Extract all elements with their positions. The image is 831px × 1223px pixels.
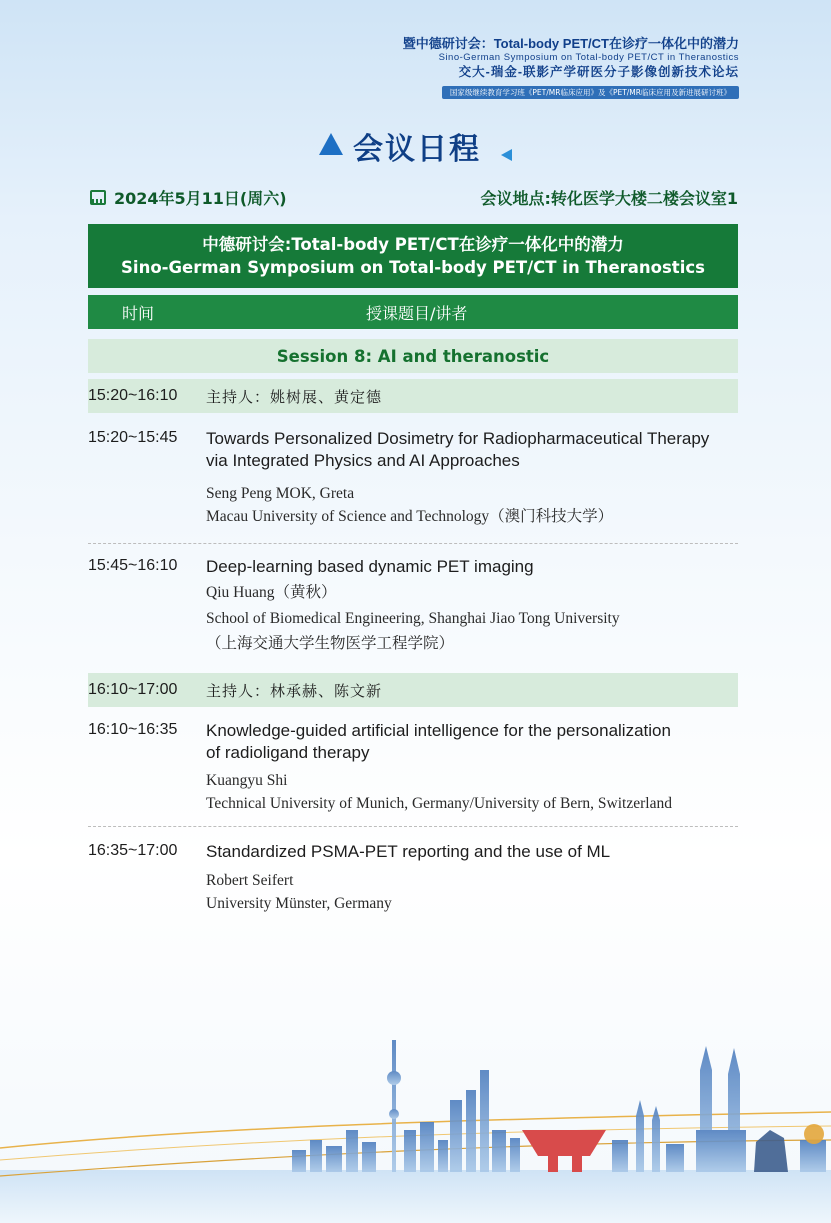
column-topic: 授课题目/讲者	[366, 303, 468, 323]
talk-affiliation: School of Biomedical Engineering, Shanghai Jiao Tong University	[206, 610, 620, 627]
chair-time: 16:10~17:00	[88, 681, 178, 698]
chair-names: 主持人：林承赫、陈文新	[206, 681, 383, 700]
talk-affiliation: Macau University of Science and Technology（澳门科技大学）	[206, 508, 614, 525]
header-line1: 暨中德研讨会：Total-body PET/CT在诊疗一体化中的潜力	[402, 36, 739, 51]
event-header	[403, 36, 739, 99]
talk-time: 16:10~16:35	[88, 721, 178, 738]
meeting-info	[90, 186, 738, 209]
talk-title-line1: Knowledge-guided artificial intelligence for the personalization	[206, 721, 671, 740]
city-skyline-illustration	[0, 1030, 831, 1223]
talk-speaker: Kuangyu Shi	[206, 772, 288, 789]
triangle-logo-icon	[319, 133, 343, 155]
chair-time: 15:20~16:10	[88, 387, 178, 404]
header-line4: 国家级继续教育学习班《PET/MR临床应用》及《PET/MR临床应用及新进展研讨班》	[442, 86, 739, 99]
divider	[88, 826, 738, 827]
page-title-area	[0, 124, 831, 168]
talk-speaker: Qiu Huang（黄秋）	[206, 584, 337, 601]
talk-time: 16:35~17:00	[88, 842, 178, 859]
calendar-icon	[90, 190, 106, 205]
symposium-banner	[88, 224, 738, 288]
header-line3: 交大-瑞金-联影产学研医分子影像创新技术论坛	[458, 65, 739, 79]
chair-names: 主持人：姚树展、黄定德	[206, 387, 383, 406]
page-title: 会议日程	[353, 132, 481, 167]
header-line2: Sino-German Symposium on Total-body PET/CT in Theranostics	[438, 52, 739, 63]
triangle-accent-icon	[501, 149, 512, 161]
talk-speaker: Robert Seifert	[206, 872, 294, 889]
talk-title-line1: Towards Personalized Dosimetry for Radiopharmaceutical Therapy	[206, 429, 710, 448]
meeting-date: 2024年5月11日(周六)	[114, 189, 287, 208]
talk-affiliation-cn: （上海交通大学生物医学工程学院）	[206, 635, 455, 652]
talk-affiliation: University Münster, Germany	[206, 895, 392, 912]
talk-affiliation: Technical University of Munich, Germany/University of Bern, Switzerland	[206, 795, 672, 812]
chair-row	[88, 379, 738, 413]
talk-title-line1: Standardized PSMA-PET reporting and the use of ML	[206, 842, 611, 861]
meeting-venue: 会议地点:转化医学大楼二楼会议室1	[480, 189, 738, 208]
chair-row	[88, 673, 738, 707]
banner-title-cn: 中德研讨会:Total-body PET/CT在诊疗一体化中的潜力	[202, 235, 624, 254]
talk-time: 15:20~15:45	[88, 429, 178, 446]
talk-speaker: Seng Peng MOK, Greta	[206, 485, 355, 502]
talk-time: 15:45~16:10	[88, 557, 178, 574]
divider	[88, 543, 738, 544]
talk-title-line1: Deep-learning based dynamic PET imaging	[206, 557, 534, 576]
column-header	[88, 295, 738, 329]
talk-title-line2: of radioligand therapy	[206, 743, 370, 762]
session-title: Session 8: AI and theranostic	[88, 339, 738, 373]
column-time: 时间	[122, 303, 155, 323]
banner-title-en: Sino-German Symposium on Total-body PET/CT in Theranostics	[121, 258, 705, 277]
talk-title-line2: via Integrated Physics and AI Approaches	[206, 451, 520, 470]
